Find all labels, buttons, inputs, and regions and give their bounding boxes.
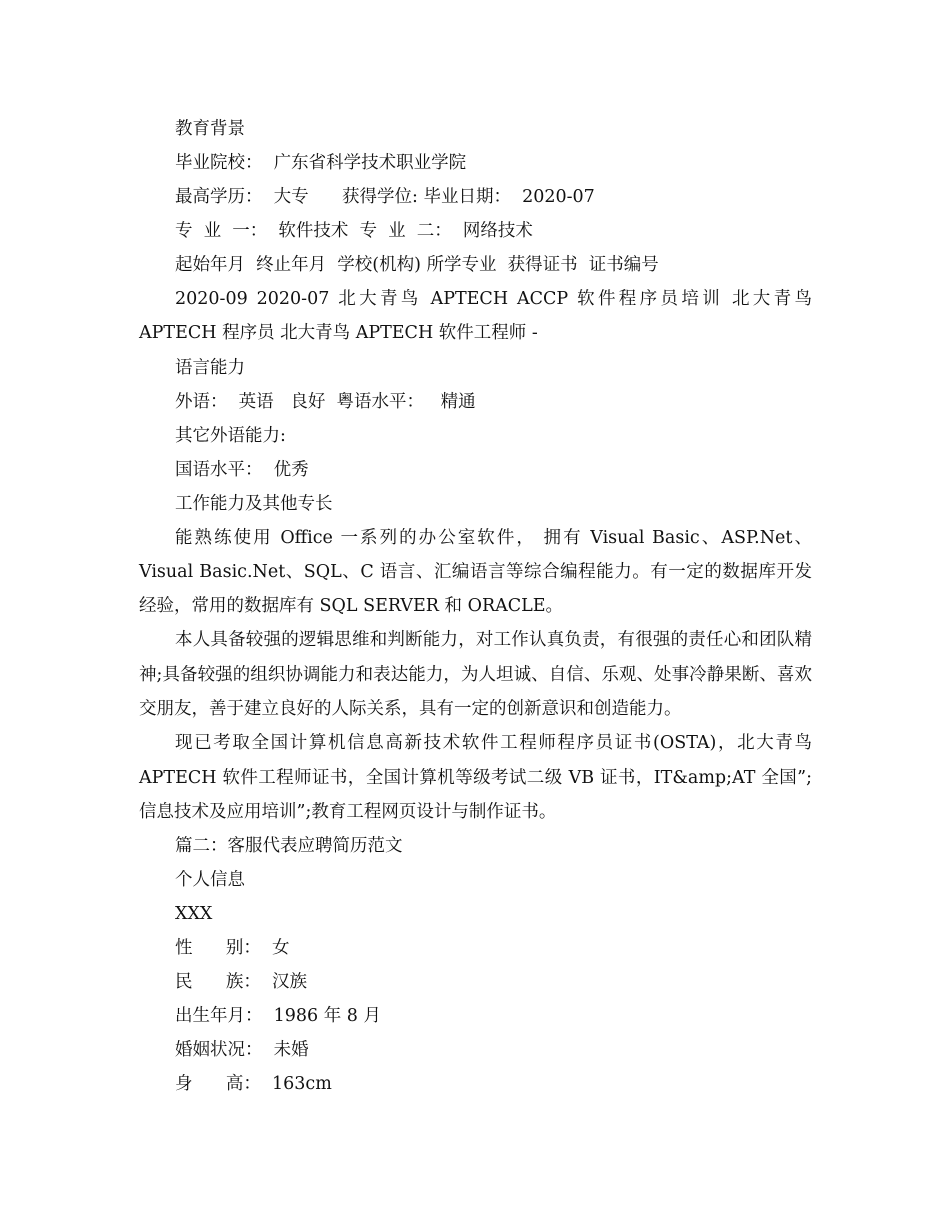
degree-line: 最高学历： 大专 获得学位: 毕业日期： 2020-07 — [175, 187, 595, 207]
birth-line: 出生年月： 1986 年 8 月 — [175, 1006, 381, 1027]
document-page — [139, 112, 812, 1101]
name-line: XXX — [175, 904, 213, 925]
skills-paragraph-2: 本人具备较强的逻辑思维和判断能力，对工作认真负责，有很强的责任心和团队精神;具备较强的组织协调能力和表达能力，为人坦诚、自信、乐观、处事冷静果断、喜欢交朋友，善于建立良好的人际关系，具有一定的创新意识和创造能力。 — [139, 630, 812, 720]
skills-heading: 工作能力及其他专长 — [175, 493, 333, 514]
training-record: 2020-09 2020-07 北大青鸟 APTECH ACCP 软件程序员培训 北大青鸟 APTECH 程序员 北大青鸟 APTECH 软件工程师 - — [139, 289, 812, 344]
gender-line: 性 别： 女 — [175, 938, 290, 959]
skills-paragraph-1: 能熟练使用 Office 一系列的办公室软件， 拥有 Visual Basic、ASP.Net、Visual Basic.Net、SQL、C 语言、汇编语言等综合编程能力。有一定的数据库开发经验，常用的数据库有 SQL SERVER 和 ORACLE。 — [139, 527, 812, 617]
major-line: 专 业 一： 软件技术 专 业 二： 网络技术 — [175, 221, 533, 241]
education-heading: 教育背景 — [175, 119, 245, 139]
skills-paragraph-3: 现已考取全国计算机信息高新技术软件工程师程序员证书(OSTA)，北大青鸟 APTECH 软件工程师证书，全国计算机等级考试二级 VB 证书，IT&amp;AT 全国”;信息技术及应用培训”;教育工程网页设计与制作证书。 — [139, 733, 812, 822]
foreign-language-line: 外语： 英语 良好 粤语水平： 精通 — [175, 391, 476, 412]
height-line: 身 高： 163cm — [175, 1074, 332, 1095]
personal-info-heading: 个人信息 — [175, 870, 245, 891]
table-header-line: 起始年月 终止年月 学校(机构) 所学专业 获得证书 证书编号 — [175, 255, 659, 275]
mandarin-line: 国语水平： 优秀 — [175, 459, 309, 480]
marital-line: 婚姻状况： 未婚 — [175, 1040, 309, 1061]
school-line: 毕业院校： 广东省科学技术职业学院 — [175, 153, 467, 173]
other-language-line: 其它外语能力: — [175, 425, 286, 446]
language-heading: 语言能力 — [175, 357, 245, 378]
part2-title: 篇二：客服代表应聘简历范文 — [175, 836, 403, 857]
ethnicity-line: 民 族： 汉族 — [175, 972, 308, 993]
